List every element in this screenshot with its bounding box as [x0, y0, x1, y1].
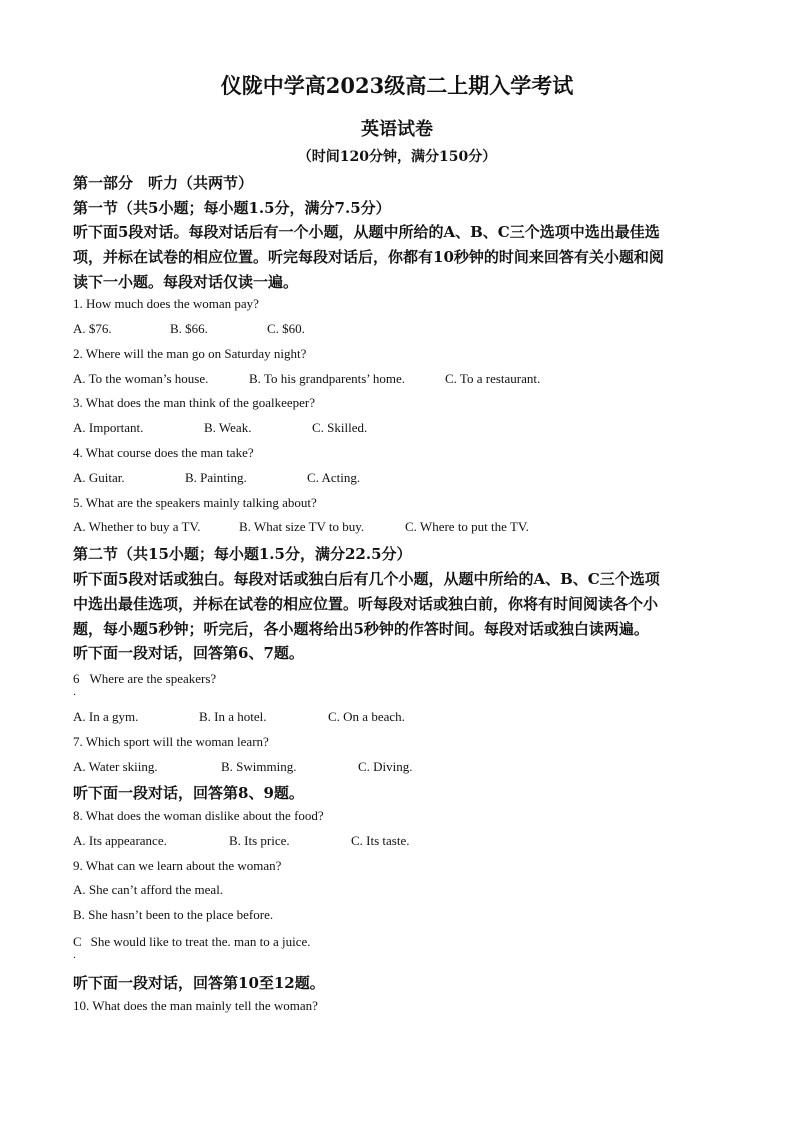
question-stem	[73, 671, 216, 687]
option-c: C. Diving.	[358, 759, 413, 774]
option-b: B. She hasn’t been to the place before.	[73, 907, 274, 922]
question-stem: 3. What does the man think of the goalkeeper?	[73, 395, 315, 410]
section2-heading: 第二节（共15小题；每小题1.5分，满分22.5分）	[73, 545, 412, 563]
option-b: B. In a hotel.	[199, 709, 267, 724]
question-options	[73, 470, 360, 486]
option-c	[73, 934, 311, 950]
option-b: B. Weak.	[204, 420, 252, 435]
question-stem: 1. How much does the woman pay?	[73, 296, 259, 311]
option-text: She would like to treat the. man to a juice.	[90, 934, 311, 949]
option-a: A. Whether to buy a TV.	[73, 519, 201, 534]
section2-instruction-line: 题，每小题5秒钟；听完后，各小题将给出5秒钟的作答时间。每段对话或独白读两遍。	[73, 620, 649, 638]
option-b: B. Swimming.	[221, 759, 297, 774]
option-c: C. To a restaurant.	[445, 371, 541, 386]
option-dot: ．	[73, 950, 83, 961]
question-stem: 8. What does the woman dislike about the food?	[73, 808, 324, 823]
option-c: C. $60.	[267, 321, 305, 336]
option-a: A. She can’t afford the meal.	[73, 882, 224, 897]
question-stem: 10. What does the man mainly tell the woman?	[73, 998, 318, 1013]
question-stem: 4. What course does the man take?	[73, 445, 254, 460]
group-heading: 听下面一段对话，回答第6、7题。	[73, 644, 304, 662]
option-c: C. Its taste.	[351, 833, 410, 848]
option-c: C. Skilled.	[312, 420, 368, 435]
question-stem: 7. Which sport will the woman learn?	[73, 734, 269, 749]
question-options	[73, 759, 413, 775]
option-b: B. To his grandparents’ home.	[249, 371, 406, 386]
question-options	[73, 321, 305, 337]
option-a: A. Its appearance.	[73, 833, 167, 848]
option-a: A. Water skiing.	[73, 759, 158, 774]
option-letter: C	[73, 934, 82, 949]
question-options	[73, 420, 367, 436]
section1-instruction-line: 听下面5段对话。每段对话后有一个小题，从题中所给的A、B、C三个选项中选出最佳选	[73, 223, 660, 241]
question-options	[73, 371, 540, 387]
option-b: B. Painting.	[185, 470, 247, 485]
option-b: B. $66.	[170, 321, 208, 336]
section2-instruction-line: 中选出最佳选项，并标在试卷的相应位置。听每段对话或独白前，你将有时间阅读各个小	[73, 595, 659, 613]
exam-subtitle: 英语试卷	[361, 119, 433, 140]
time-note: （时间120分钟，满分150分）	[297, 149, 497, 165]
question-stem: 5. What are the speakers mainly talking about?	[73, 495, 317, 510]
option-a: A. To the woman’s house.	[73, 371, 209, 386]
question-text: Where are the speakers?	[89, 671, 217, 686]
section1-heading: 第一节（共5小题；每小题1.5分，满分7.5分）	[73, 199, 391, 217]
option-c: C. Where to put the TV.	[405, 519, 529, 534]
question-options	[73, 519, 529, 535]
group-heading: 听下面一段对话，回答第8、9题。	[73, 784, 304, 802]
question-stem: 9. What can we learn about the woman?	[73, 858, 282, 873]
option-b: B. What size TV to buy.	[239, 519, 365, 534]
option-c: C. On a beach.	[328, 709, 405, 724]
option-a: A. $76.	[73, 321, 112, 336]
option-a: A. Guitar.	[73, 470, 125, 485]
exam-title: 仪陇中学高2023级高二上期入学考试	[220, 73, 574, 98]
part1-heading: 第一部分 听力（共两节）	[73, 174, 254, 192]
section1-instruction-line: 项，并标在试卷的相应位置。听完每段对话后，你都有10秒钟的时间来回答有关小题和阅	[73, 248, 664, 266]
question-dot: ．	[73, 687, 83, 698]
section2-instruction-line: 听下面5段对话或独白。每段对话或独白后有几个小题，从题中所给的A、B、C三个选项	[73, 570, 660, 588]
question-options	[73, 709, 405, 725]
question-stem: 2. Where will the man go on Saturday night?	[73, 346, 307, 361]
question-options	[73, 833, 410, 849]
option-a: A. In a gym.	[73, 709, 139, 724]
option-a: A. Important.	[73, 420, 144, 435]
group-heading: 听下面一段对话，回答第10至12题。	[73, 974, 325, 992]
section1-instruction-line: 读下一小题。每段对话仅读一遍。	[73, 273, 299, 291]
option-c: C. Acting.	[307, 470, 361, 485]
option-b: B. Its price.	[229, 833, 290, 848]
question-number: 6	[73, 671, 80, 686]
